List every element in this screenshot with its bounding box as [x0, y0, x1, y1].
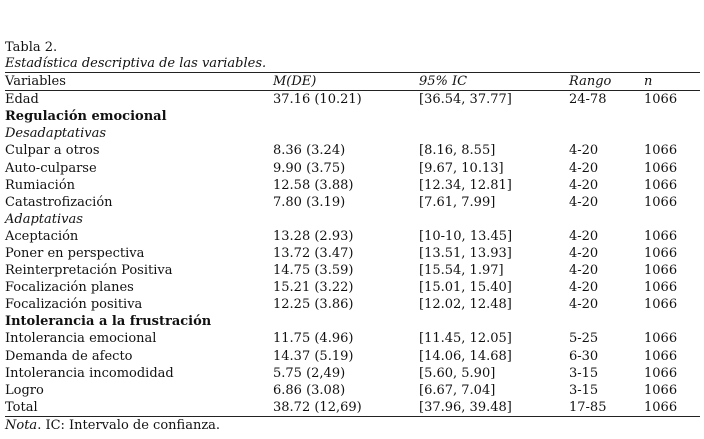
table-label: Tabla 2.	[5, 40, 58, 55]
cell-n: 1066	[644, 348, 678, 364]
cell-mean-sd: 13.28 (2.93)	[273, 228, 354, 244]
cell-n: 1066	[644, 280, 678, 296]
table-row	[5, 399, 700, 417]
cell-variable: Focalización planes	[5, 280, 134, 296]
cell-range: 3-15	[569, 365, 599, 381]
section-row	[5, 313, 700, 330]
cell-mean-sd: 6.86 (3.08)	[273, 382, 346, 398]
table-body	[5, 91, 700, 417]
cell-confidence-interval: [9.67, 10.13]	[419, 160, 504, 176]
section-row	[5, 108, 700, 125]
cell-confidence-interval: [14.06, 14.68]	[419, 348, 512, 364]
cell-confidence-interval: [7.61, 7.99]	[419, 194, 496, 210]
header-range: Rango	[569, 73, 644, 91]
table-row	[5, 194, 700, 211]
subsection-row	[5, 125, 700, 142]
table-row	[5, 228, 700, 245]
cell-range: 5-25	[569, 331, 599, 347]
cell-confidence-interval: [15.01, 15.40]	[419, 280, 512, 296]
cell-n: 1066	[644, 160, 678, 176]
cell-range: 6-30	[569, 348, 599, 364]
cell-variable: Reinterpretación Positiva	[5, 263, 173, 279]
cell-variable: Focalización positiva	[5, 297, 143, 313]
descriptive-stats-table	[5, 72, 700, 417]
cell-confidence-interval: [11.45, 12.05]	[419, 331, 512, 347]
cell-range: 24-78	[569, 92, 607, 108]
cell-mean-sd: 13.72 (3.47)	[273, 245, 354, 261]
table-container	[5, 40, 700, 434]
table-row	[5, 262, 700, 279]
table-row	[5, 330, 700, 347]
cell-mean-sd: 12.58 (3.88)	[273, 177, 354, 193]
cell-n: 1066	[644, 331, 678, 347]
cell-n: 1066	[644, 245, 678, 261]
cell-confidence-interval: [37.96, 39.48]	[419, 399, 569, 417]
cell-mean-sd: 5.75 (2,49)	[273, 365, 346, 381]
table-row	[5, 245, 700, 262]
table-row	[5, 279, 700, 296]
header-mean-sd: M(DE)	[273, 73, 419, 91]
table-row	[5, 177, 700, 194]
cell-mean-sd: 8.36 (3.24)	[273, 143, 346, 159]
cell-n: 1066	[644, 263, 678, 279]
cell-range: 4-20	[569, 297, 599, 313]
cell-confidence-interval: [36.54, 37.77]	[419, 92, 512, 108]
section-heading: Regulación emocional	[5, 109, 167, 125]
cell-variable: Aceptación	[5, 228, 79, 244]
cell-mean-sd: 14.37 (5.19)	[273, 348, 354, 364]
cell-range: 4-20	[569, 263, 599, 279]
cell-range: 3-15	[569, 382, 599, 398]
cell-mean-sd: 12.25 (3.86)	[273, 297, 354, 313]
cell-mean-sd: 37.16 (10.21)	[273, 92, 362, 108]
cell-variable: Intolerancia incomodidad	[5, 365, 174, 381]
cell-confidence-interval: [15.54, 1.97]	[419, 263, 504, 279]
subsection-heading: Desadaptativas	[5, 126, 107, 142]
cell-n: 1066	[644, 92, 678, 108]
subsection-row	[5, 211, 700, 228]
note-text: . IC: Intervalo de confianza.	[37, 417, 221, 433]
header-variables: Variables	[5, 73, 273, 91]
cell-mean-sd: 38.72 (12,69)	[273, 399, 419, 417]
cell-variable: Rumiación	[5, 177, 76, 193]
table-row	[5, 365, 700, 382]
cell-mean-sd: 14.75 (3.59)	[273, 263, 354, 279]
table-row	[5, 91, 700, 109]
cell-range: 4-20	[569, 228, 599, 244]
cell-n: 1066	[644, 382, 678, 398]
cell-n: 1066	[644, 143, 678, 159]
cell-n: 1066	[644, 228, 678, 244]
cell-variable: Culpar a otros	[5, 143, 100, 159]
cell-confidence-interval: [10-10, 13.45]	[419, 228, 513, 244]
cell-confidence-interval: [12.02, 12.48]	[419, 297, 512, 313]
cell-confidence-interval: [5.60, 5.90]	[419, 365, 496, 381]
cell-n: 1066	[644, 194, 678, 210]
cell-variable: Auto-culparse	[5, 160, 97, 176]
table-title: Estadística descriptiva de las variables.	[5, 56, 267, 71]
cell-variable: Logro	[5, 382, 44, 398]
cell-range: 17-85	[569, 399, 644, 417]
cell-n: 1066	[644, 399, 700, 417]
cell-confidence-interval: [6.67, 7.04]	[419, 382, 496, 398]
cell-confidence-interval: [12.34, 12.81]	[419, 177, 512, 193]
cell-n: 1066	[644, 365, 678, 381]
header-row	[5, 73, 700, 91]
cell-range: 4-20	[569, 280, 599, 296]
table-row	[5, 382, 700, 399]
cell-range: 4-20	[569, 194, 599, 210]
note-lead: Nota	[5, 417, 38, 433]
cell-n: 1066	[644, 297, 678, 313]
cell-confidence-interval: [8.16, 8.55]	[419, 143, 496, 159]
table-row	[5, 348, 700, 365]
cell-confidence-interval: [13.51, 13.93]	[419, 245, 512, 261]
header-confidence-interval: 95% IC	[419, 73, 569, 91]
cell-mean-sd: 15.21 (3.22)	[273, 280, 354, 296]
cell-range: 4-20	[569, 160, 599, 176]
cell-variable: Catastrofización	[5, 194, 113, 210]
cell-range: 4-20	[569, 177, 599, 193]
table-row	[5, 142, 700, 159]
section-heading: Intolerancia a la frustración	[5, 314, 212, 330]
cell-range: 4-20	[569, 245, 599, 261]
subsection-heading: Adaptativas	[5, 211, 83, 227]
cell-variable: Demanda de afecto	[5, 348, 133, 364]
table-note	[5, 417, 700, 434]
table-row	[5, 159, 700, 176]
cell-n: 1066	[644, 177, 678, 193]
header-n: n	[644, 73, 700, 91]
table-row	[5, 296, 700, 313]
cell-mean-sd: 11.75 (4.96)	[273, 331, 354, 347]
cell-variable: Intolerancia emocional	[5, 331, 157, 347]
cell-variable: Edad	[5, 92, 39, 108]
cell-mean-sd: 7.80 (3.19)	[273, 194, 346, 210]
cell-mean-sd: 9.90 (3.75)	[273, 160, 346, 176]
cell-variable: Total	[5, 399, 273, 417]
cell-range: 4-20	[569, 143, 599, 159]
cell-variable: Poner en perspectiva	[5, 245, 145, 261]
